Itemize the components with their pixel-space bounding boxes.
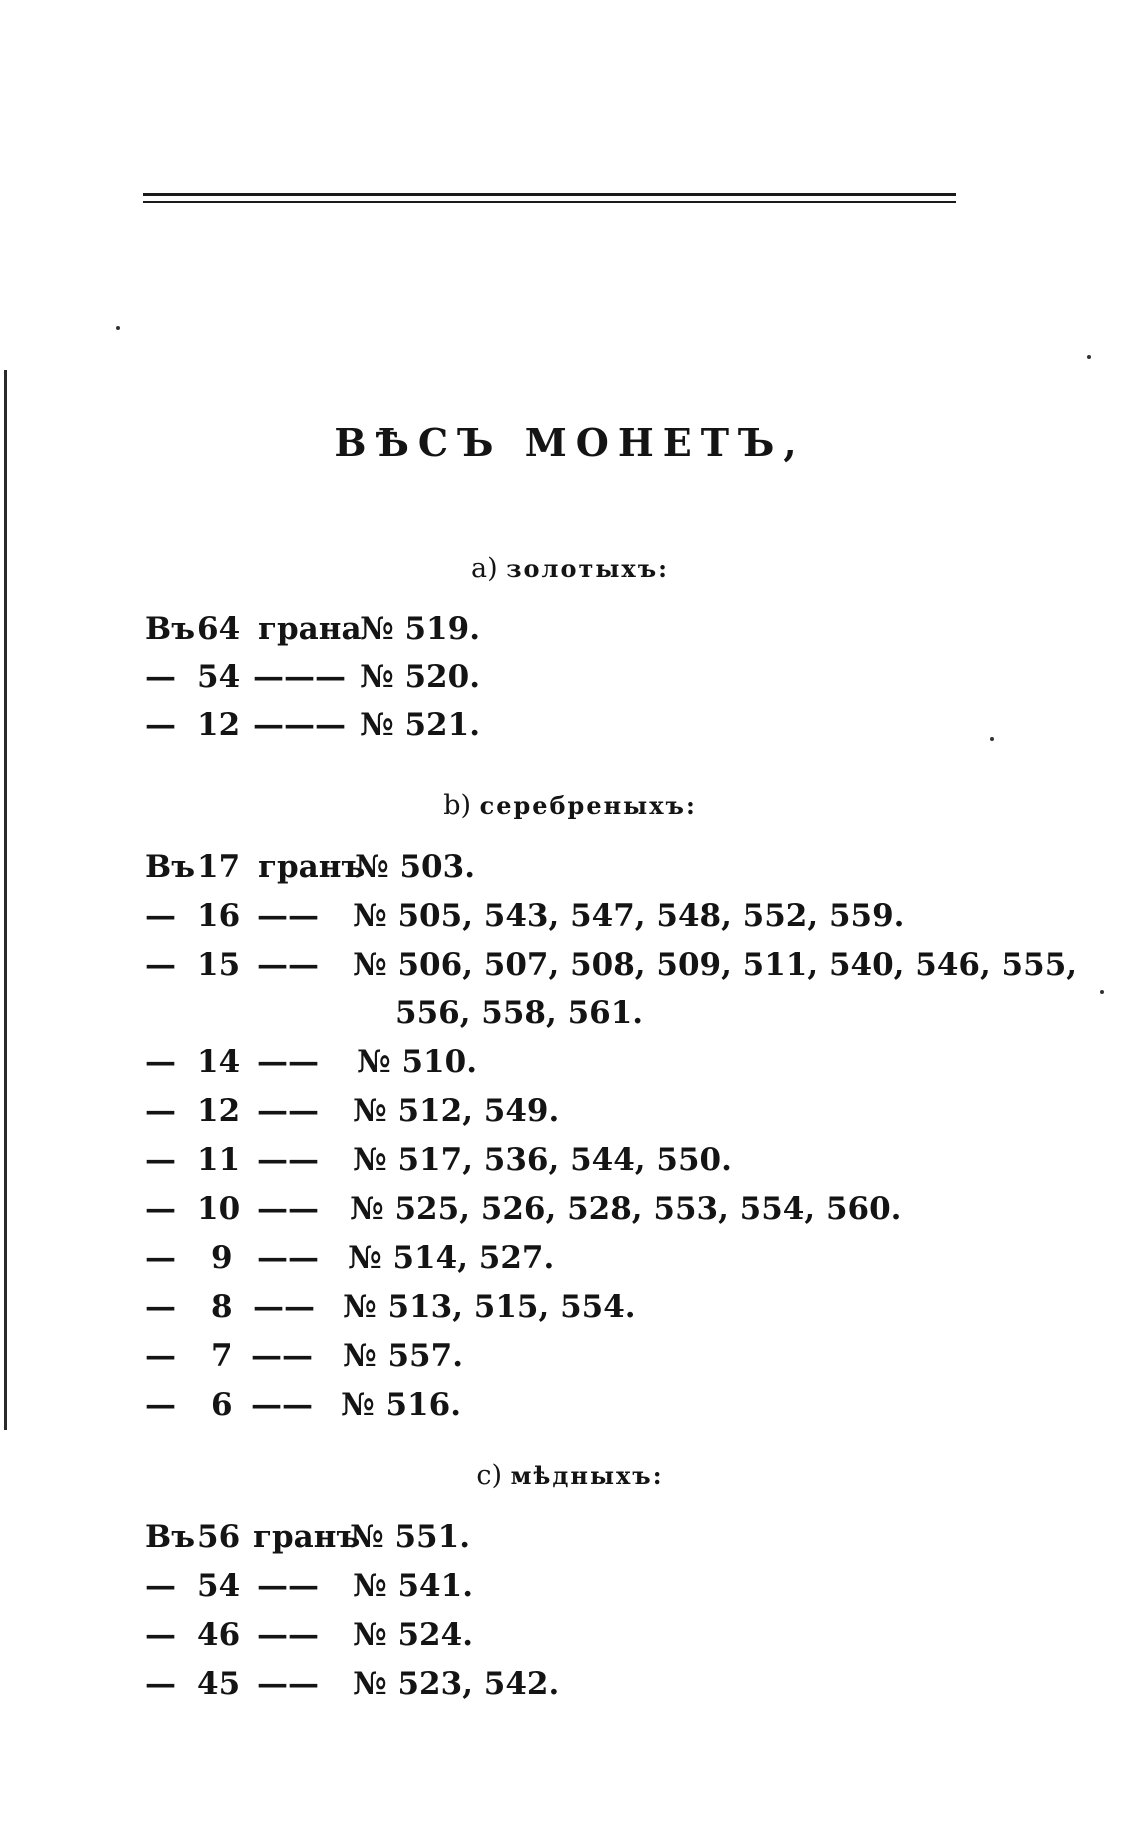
row-numbers: № 512, 549. (353, 1093, 560, 1129)
section-heading-copper (0, 1460, 1140, 1491)
row-weight: 8 (211, 1289, 233, 1325)
row-weight: 7 (211, 1338, 233, 1374)
row-dash: ——— (253, 659, 346, 695)
section-marker: a) (471, 553, 498, 584)
row-numbers: № 516. (341, 1387, 461, 1423)
row-dash: ——— (253, 707, 346, 743)
row-numbers: № 525, 526, 528, 553, 554, 560. (350, 1191, 902, 1227)
row-weight: 6 (211, 1387, 233, 1423)
row-dash: —— (257, 1093, 319, 1129)
section-heading-silver (0, 790, 1140, 821)
row-prefix: — (145, 1617, 176, 1653)
row-numbers: № 519. (360, 611, 480, 647)
row-weight: 54 (197, 1568, 241, 1604)
row-dash: —— (251, 1387, 313, 1423)
section-marker: c) (476, 1460, 503, 1491)
row-unit: гранъ (258, 849, 366, 885)
row-weight: 11 (197, 1142, 241, 1178)
row-prefix: — (145, 1289, 176, 1325)
row-prefix: — (145, 1568, 176, 1604)
row-dash: —— (257, 947, 319, 983)
row-weight: 10 (197, 1191, 241, 1227)
row-numbers: № 557. (343, 1338, 463, 1374)
row-weight: 64 (197, 611, 241, 647)
row-weight: 12 (197, 707, 241, 743)
scan-speck (1100, 990, 1104, 994)
row-numbers: № 514, 527. (348, 1240, 555, 1276)
row-weight: 56 (197, 1519, 241, 1555)
row-dash: —— (257, 1617, 319, 1653)
row-dash: —— (257, 1044, 319, 1080)
row-prefix: — (145, 1142, 176, 1178)
row-weight: 14 (197, 1044, 241, 1080)
row-prefix: — (145, 947, 176, 983)
row-weight: 45 (197, 1666, 241, 1702)
top-rule-thin (143, 201, 956, 203)
scan-speck (990, 737, 994, 741)
row-dash: —— (257, 1666, 319, 1702)
row-prefix: — (145, 1387, 176, 1423)
row-prefix: — (145, 1044, 176, 1080)
row-numbers: № 503. (355, 849, 475, 885)
scan-speck (1087, 355, 1091, 359)
row-numbers: № 523, 542. (353, 1666, 560, 1702)
row-prefix: — (145, 1191, 176, 1227)
row-numbers: № 513, 515, 554. (343, 1289, 636, 1325)
row-weight: 17 (197, 849, 241, 885)
row-numbers: № 541. (353, 1568, 473, 1604)
row-dash: —— (257, 1568, 319, 1604)
row-numbers: № 521. (360, 707, 480, 743)
row-dash: —— (257, 1240, 319, 1276)
row-prefix: — (145, 1338, 176, 1374)
row-unit: грана (258, 611, 362, 647)
row-prefix: — (145, 707, 176, 743)
row-dash: —— (257, 898, 319, 934)
row-dash: —— (251, 1338, 313, 1374)
row-numbers: № 520. (360, 659, 480, 695)
scan-margin-line (4, 370, 7, 1430)
row-prefix: — (145, 898, 176, 934)
row-numbers: 556, 558, 561. (395, 995, 644, 1031)
section-heading-gold (0, 553, 1140, 584)
row-dash: —— (257, 1142, 319, 1178)
row-prefix: Въ (145, 1519, 195, 1555)
row-numbers: № 551. (350, 1519, 470, 1555)
page-title: ВѢСЪ МОНЕТЪ, (334, 420, 806, 465)
section-label: золотыхъ: (506, 554, 669, 583)
row-prefix: — (145, 1666, 176, 1702)
row-prefix: Въ (145, 611, 195, 647)
section-label: мѣдныхъ: (510, 1461, 664, 1490)
row-unit: гранъ (253, 1519, 361, 1555)
row-weight: 12 (197, 1093, 241, 1129)
row-weight: 15 (197, 947, 241, 983)
row-prefix: — (145, 659, 176, 695)
row-prefix: Въ (145, 849, 195, 885)
top-rule (143, 193, 956, 196)
list-item-continuation (395, 995, 643, 1039)
row-numbers: № 510. (357, 1044, 477, 1080)
row-dash: —— (257, 1191, 319, 1227)
row-numbers: № 524. (353, 1617, 473, 1653)
row-numbers: № 505, 543, 547, 548, 552, 559. (353, 898, 905, 934)
row-numbers: № 506, 507, 508, 509, 511, 540, 546, 555, (353, 947, 1078, 983)
row-dash: —— (253, 1289, 315, 1325)
scan-speck (116, 326, 120, 330)
row-prefix: — (145, 1093, 176, 1129)
row-weight: 16 (197, 898, 241, 934)
row-weight: 46 (197, 1617, 241, 1653)
section-marker: b) (443, 790, 472, 821)
row-weight: 9 (211, 1240, 233, 1276)
row-prefix: — (145, 1240, 176, 1276)
row-numbers: № 517, 536, 544, 550. (353, 1142, 732, 1178)
section-label: серебреныхъ: (479, 791, 697, 820)
row-weight: 54 (197, 659, 241, 695)
